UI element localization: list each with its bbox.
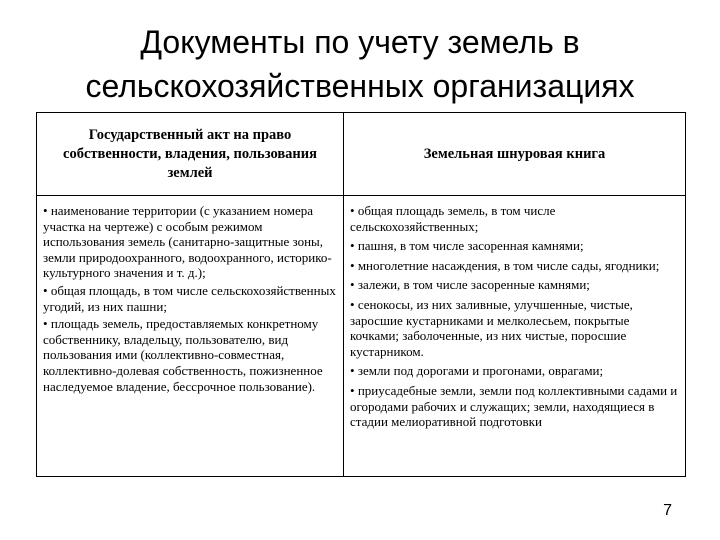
list-item: • наименование территории (с указанием номера участка на чертеже) с особым режимом использования земель (санитарно-защитные зоны, земли природоохранного, водоохранного, историко-культурного значения и т. д.); — [43, 203, 337, 281]
list-item: • залежи, в том числе засоренные камнями; — [350, 277, 679, 293]
list-item: • пашня, в том числе засоренная камнями; — [350, 238, 679, 254]
page-number: 7 — [663, 502, 672, 519]
list-item: • общая площадь, в том числе сельскохозяйственных угодий, из них пашни; — [43, 283, 337, 314]
slide-title-line-1: Документы по учету земель в — [140, 24, 580, 60]
land-book-contents — [344, 196, 686, 477]
state-act-contents — [37, 196, 344, 477]
slide-title — [20, 20, 700, 108]
table-header-row — [37, 113, 686, 196]
documents-table — [36, 112, 686, 477]
list-item: • земли под дорогами и прогонами, оврагами; — [350, 363, 679, 379]
list-item: • многолетние насаждения, в том числе сады, ягодники; — [350, 258, 679, 274]
slide-title-line-2: сельскохозяйственных организациях — [85, 68, 635, 104]
table-row — [37, 196, 686, 477]
list-item: • общая площадь земель, в том числе сельскохозяйственных; — [350, 203, 679, 234]
list-item: • площадь земель, предоставляемых конкретному собственнику, владельцу, пользователю, вид пользования ими (коллективно-совместная, коллективно-долевая собственность, пожизненное наследуемое владение, бессрочное пользование). — [43, 316, 337, 394]
header-state-act: Государственный акт на право собственности, владения, пользования землей — [37, 113, 344, 196]
list-item: • сенокосы, из них заливные, улучшенные, чистые, заросшие кустарниками и мелколесьем, покрытые кочками; заболоченные, из них чистые, поросшие кустарником. — [350, 297, 679, 359]
header-land-book: Земельная шнуровая книга — [344, 113, 686, 196]
list-item: • приусадебные земли, земли под коллективными садами и огородами рабочих и служащих; земли, находящиеся в стадии мелиоративной подготовки — [350, 383, 679, 430]
